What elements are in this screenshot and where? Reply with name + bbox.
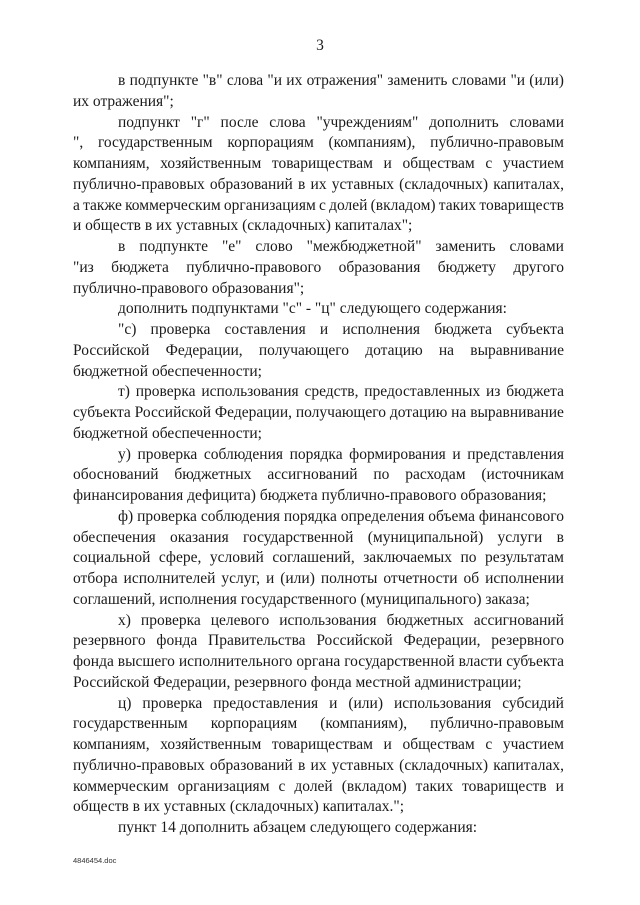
text-line: дополнить подпунктами "с" - "ц" следующего содержания: <box>118 300 507 317</box>
text-line: бюджетной обеспеченности; <box>73 425 262 442</box>
text-line: "из бюджета публично-правового образования бюджету другого <box>73 259 564 276</box>
file-name-footer: 4846454.doc <box>73 856 117 865</box>
text-line: Российской Федерации, получающего дотацию на выравнивание <box>73 342 564 359</box>
text-line: "с) проверка составления и исполнения бюджета субъекта <box>118 321 564 338</box>
text-line: публично-правовых образований в их уставных (складочных) капиталах, <box>73 176 564 193</box>
text-line: социальной сфере, условий соглашений, заключаемых по результатам <box>73 549 564 566</box>
text-line: соглашений, исполнения государственного (муниципального) заказа; <box>73 591 530 608</box>
text-line: пункт 14 дополнить абзацем следующего содержания: <box>118 819 478 836</box>
text-line: бюджетной обеспеченности; <box>73 363 262 380</box>
text-line: т) проверка использования средств, предоставленных из бюджета <box>118 383 564 400</box>
text-line: резервного фонда Правительства Российской Федерации, резервного <box>73 632 564 649</box>
text-line: х) проверка целевого использования бюджетных ассигнований <box>118 612 564 629</box>
text-line: субъекта Российской Федерации, получающего дотацию на выравнивание <box>73 404 564 421</box>
text-line: коммерческим организациям с долей (вкладом) таких товариществ и <box>73 778 564 795</box>
text-line: компаниям, хозяйственным товариществам и обществам с участием <box>73 736 564 753</box>
text-line: отбора исполнителей услуг, и (или) полноты отчетности об исполнении <box>73 570 564 587</box>
page-number: 3 <box>316 37 324 54</box>
text-line: ", государственным корпорациям (компаниям), публично-правовым <box>73 134 564 151</box>
text-line: обществ в их уставных (складочных) капиталах."; <box>73 798 405 815</box>
text-line: фонда высшего исполнительного органа государственной власти субъекта <box>73 653 564 670</box>
text-line: финансирования дефицита) бюджета публично-правового образования; <box>73 487 547 504</box>
text-line: публично-правового образования"; <box>73 280 305 297</box>
text-line: у) проверка соблюдения порядка формирования и представления <box>118 446 564 463</box>
text-line: обеспечения оказания государственной (муниципальной) услуги в <box>73 529 564 546</box>
text-line: государственным корпорациям (компаниям), публично-правовым <box>73 715 564 732</box>
text-line: а также коммерческим организациям с долей (вкладом) таких товариществ <box>73 197 564 214</box>
text-line: публично-правовых образований в их уставных (складочных) капиталах, <box>73 757 564 774</box>
text-line: в подпункте "в" слова "и их отражения" заменить словами "и (или) <box>118 72 564 89</box>
text-line: ц) проверка предоставления и (или) использования субсидий <box>118 695 564 712</box>
text-line: подпункт "г" после слова "учреждениям" дополнить словами <box>118 114 564 131</box>
text-line: обоснований бюджетных ассигнований по расходам (источникам <box>73 466 564 483</box>
text-line: компаниям, хозяйственным товариществам и обществам с участием <box>73 155 564 172</box>
text-line: и обществ в их уставных (складочных) капиталах"; <box>73 217 413 234</box>
text-line: в подпункте "е" слово "межбюджетной" заменить словами <box>118 238 564 255</box>
text-line: ф) проверка соблюдения порядка определения объема финансового <box>118 508 564 525</box>
text-line: Российской Федерации, резервного фонда местной администрации; <box>73 674 522 691</box>
text-line: их отражения"; <box>73 93 174 110</box>
